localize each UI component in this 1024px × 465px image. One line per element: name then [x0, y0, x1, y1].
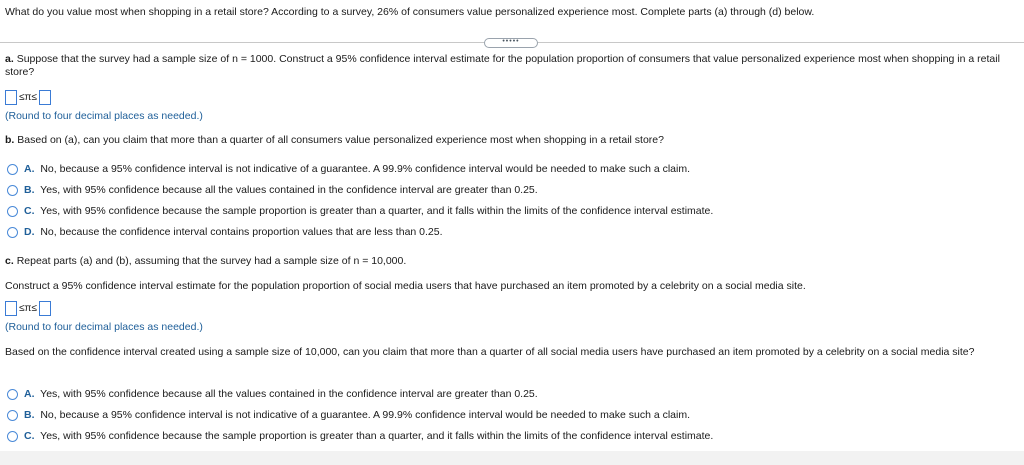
- part-c-option-a-text: Yes, with 95% confidence because all the values contained in the confidence interval are greater than 0.25.: [40, 388, 538, 400]
- part-c-relation: ≤π≤: [19, 303, 37, 314]
- part-b-option-a-letter: A.: [24, 163, 35, 175]
- part-c-option-b-text: No, because a 95% confidence interval is not indicative of a guarantee. A 99.9% confidence interval would be needed to make such a claim.: [40, 409, 691, 421]
- part-b-option-d-radio[interactable]: [7, 227, 18, 238]
- part-c-label: c.: [5, 255, 14, 267]
- part-c-upper-input[interactable]: [39, 301, 51, 316]
- part-b-option-d-text: No, because the confidence interval contains proportion values that are less than 0.25.: [40, 226, 443, 238]
- part-a-hint: (Round to four decimal places as needed.): [5, 110, 203, 122]
- part-b-option-b-text: Yes, with 95% confidence because all the values contained in the confidence interval are greater than 0.25.: [40, 184, 538, 196]
- expand-button[interactable]: •••••: [484, 38, 538, 48]
- part-b-option-a[interactable]: [24, 163, 690, 175]
- part-c-claim-question: Based on the confidence interval created using a sample size of 10,000, can you claim that more than a quarter of all social media users have purchased an item promoted by a celebrity on a social media site?: [5, 346, 975, 358]
- part-b-option-c-radio[interactable]: [7, 206, 18, 217]
- part-b-option-c[interactable]: [24, 205, 713, 217]
- part-a-label: a.: [5, 53, 14, 65]
- part-a-question: [5, 53, 1017, 79]
- part-c-option-c-text: Yes, with 95% confidence because the sample proportion is greater than a quarter, and it falls within the limits of the confidence interval estimate.: [40, 430, 714, 442]
- part-b-option-b[interactable]: [24, 184, 538, 196]
- part-a-lower-input[interactable]: [5, 90, 17, 105]
- problem-intro: What do you value most when shopping in a retail store? According to a survey, 26% of consumers value personalized experience most. Complete parts (a) through (d) below.: [5, 6, 815, 18]
- part-a-text: Suppose that the survey had a sample size of n = 1000. Construct a 95% confidence interval estimate for the population proportion of consumers that value personalized experience most when shopping in a retail store?: [5, 53, 1000, 78]
- part-c-hint: (Round to four decimal places as needed.): [5, 321, 203, 333]
- part-c-option-a-letter: A.: [24, 388, 35, 400]
- part-c-option-c-radio[interactable]: [7, 431, 18, 442]
- part-b-option-b-radio[interactable]: [7, 185, 18, 196]
- part-b-option-a-radio[interactable]: [7, 164, 18, 175]
- part-b-option-d[interactable]: [24, 226, 443, 238]
- part-b-question: [5, 134, 664, 146]
- part-b-option-b-letter: B.: [24, 184, 35, 196]
- part-c-text: Repeat parts (a) and (b), assuming that the survey had a sample size of n = 10,000.: [16, 255, 407, 267]
- part-c-lower-input[interactable]: [5, 301, 17, 316]
- part-a-upper-input[interactable]: [39, 90, 51, 105]
- part-c-option-c[interactable]: [24, 430, 713, 442]
- part-c-option-c-letter: C.: [24, 430, 35, 442]
- part-c-option-b[interactable]: [24, 409, 690, 421]
- part-c-option-a[interactable]: [24, 388, 538, 400]
- part-b-text: Based on (a), can you claim that more than a quarter of all consumers value personalized experience most when shopping in a retail store?: [17, 134, 664, 146]
- part-c-construct-text: Construct a 95% confidence interval estimate for the population proportion of social media users that have purchased an item promoted by a celebrity on a social media site.: [5, 280, 806, 292]
- part-a-relation: ≤π≤: [19, 92, 37, 103]
- part-c-interval-row: [5, 301, 51, 316]
- part-b-option-d-letter: D.: [24, 226, 35, 238]
- part-c-option-a-radio[interactable]: [7, 389, 18, 400]
- part-b-option-a-text: No, because a 95% confidence interval is not indicative of a guarantee. A 99.9% confidence interval would be needed to make such a claim.: [40, 163, 691, 175]
- part-b-option-c-text: Yes, with 95% confidence because the sample proportion is greater than a quarter, and it falls within the limits of the confidence interval estimate.: [40, 205, 714, 217]
- part-c-option-b-letter: B.: [24, 409, 35, 421]
- part-c-option-b-radio[interactable]: [7, 410, 18, 421]
- part-b-label: b.: [5, 134, 15, 146]
- part-b-option-c-letter: C.: [24, 205, 35, 217]
- bottom-scroll-area: [0, 451, 1024, 465]
- part-c-question: [5, 255, 406, 267]
- part-a-interval-row: [5, 90, 51, 105]
